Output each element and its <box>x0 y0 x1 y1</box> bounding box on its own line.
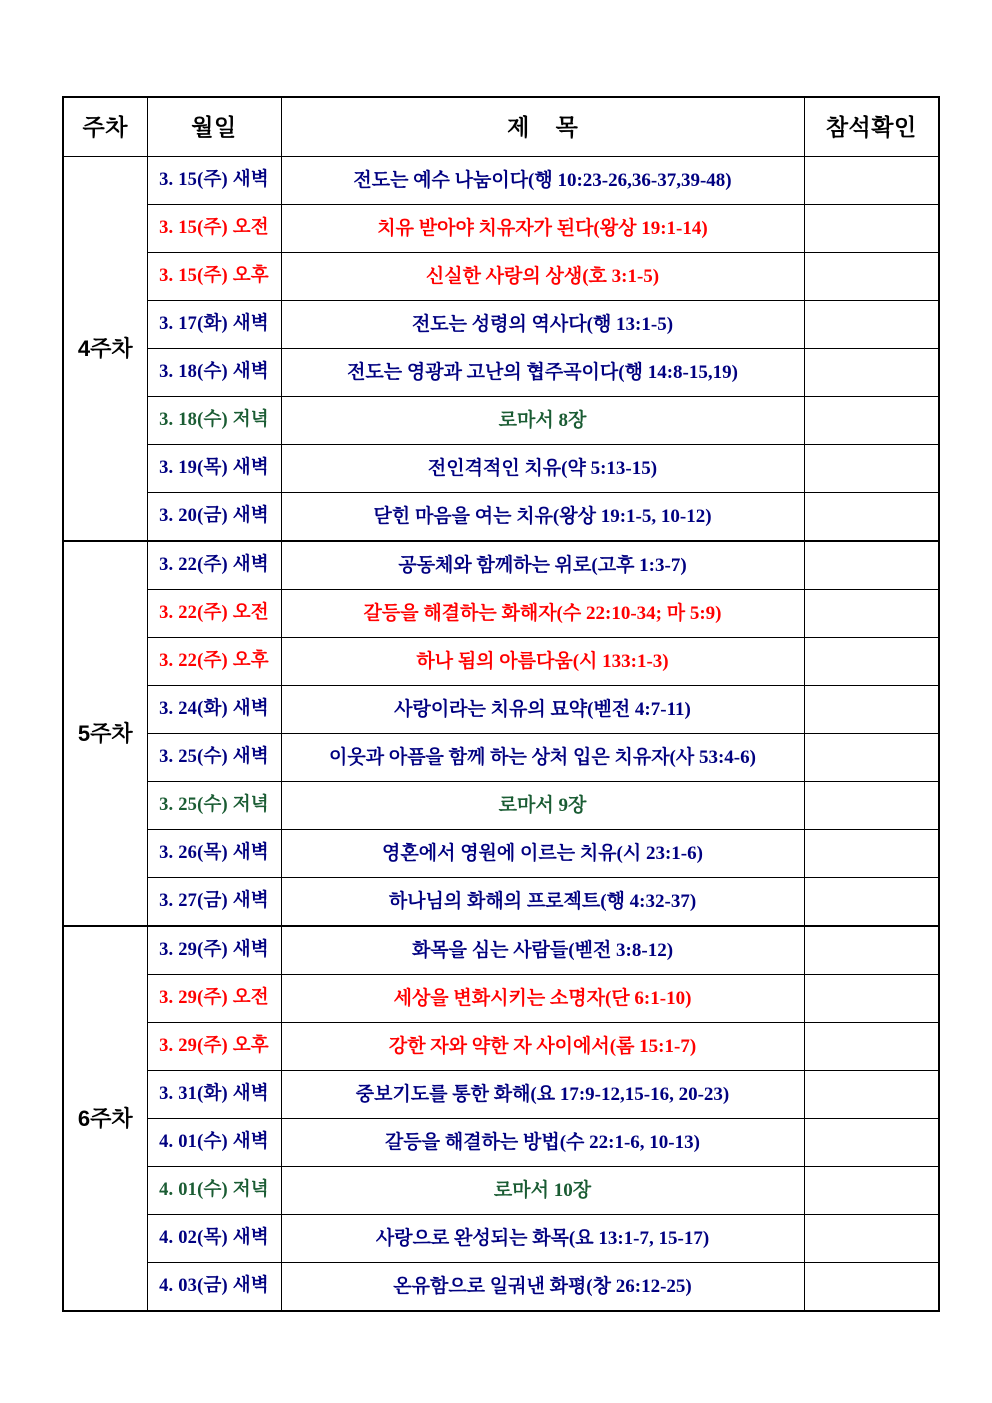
date-cell: 3. 22(주) 오후 <box>147 638 281 686</box>
sermon-title-cell: 중보기도를 통한 화해(요 17:9-12,15-16, 20-23) <box>281 1071 804 1119</box>
table-row <box>63 205 939 253</box>
column-header-week: 주차 <box>63 97 147 157</box>
table-row <box>63 590 939 638</box>
sermon-title-cell: 이웃과 아픔을 함께 하는 상처 입은 치유자(사 53:4-6) <box>281 734 804 782</box>
table-row <box>63 830 939 878</box>
attendance-check-cell[interactable] <box>804 590 939 638</box>
date-cell: 3. 20(금) 새벽 <box>147 493 281 542</box>
table-row <box>63 1215 939 1263</box>
date-cell: 3. 24(화) 새벽 <box>147 686 281 734</box>
attendance-check-cell[interactable] <box>804 253 939 301</box>
date-cell: 3. 31(화) 새벽 <box>147 1071 281 1119</box>
date-cell: 4. 01(수) 새벽 <box>147 1119 281 1167</box>
sermon-title-cell: 사랑으로 완성되는 화목(요 13:1-7, 15-17) <box>281 1215 804 1263</box>
attendance-check-cell[interactable] <box>804 1071 939 1119</box>
table-row <box>63 782 939 830</box>
attendance-check-cell[interactable] <box>804 686 939 734</box>
date-cell: 3. 22(주) 오전 <box>147 590 281 638</box>
attendance-check-cell[interactable] <box>804 1119 939 1167</box>
date-cell: 3. 17(화) 새벽 <box>147 301 281 349</box>
table-row <box>63 1263 939 1312</box>
table-row <box>63 301 939 349</box>
table-row <box>63 397 939 445</box>
sermon-title-cell: 로마서 8장 <box>281 397 804 445</box>
sermon-title-cell: 닫힌 마음을 여는 치유(왕상 19:1-5, 10-12) <box>281 493 804 542</box>
attendance-check-cell[interactable] <box>804 301 939 349</box>
table-row <box>63 1119 939 1167</box>
week-label-cell: 5주차 <box>63 541 147 926</box>
attendance-check-cell[interactable] <box>804 349 939 397</box>
date-cell: 3. 29(주) 오전 <box>147 975 281 1023</box>
sermon-title-cell: 로마서 9장 <box>281 782 804 830</box>
date-cell: 3. 29(주) 새벽 <box>147 926 281 975</box>
sermon-title-cell: 온유함으로 일궈낸 화평(창 26:12-25) <box>281 1263 804 1312</box>
attendance-check-cell[interactable] <box>804 541 939 590</box>
table-row <box>63 157 939 205</box>
column-header-check: 참석확인 <box>804 97 939 157</box>
sermon-title-cell: 세상을 변화시키는 소명자(단 6:1-10) <box>281 975 804 1023</box>
attendance-check-cell[interactable] <box>804 1215 939 1263</box>
sermon-title-cell: 전인격적인 치유(약 5:13-15) <box>281 445 804 493</box>
table-row <box>63 1167 939 1215</box>
attendance-check-cell[interactable] <box>804 878 939 927</box>
table-row <box>63 253 939 301</box>
attendance-check-cell[interactable] <box>804 830 939 878</box>
week-label-cell: 4주차 <box>63 157 147 542</box>
attendance-check-cell[interactable] <box>804 157 939 205</box>
sermon-title-cell: 사랑이라는 치유의 묘약(벧전 4:7-11) <box>281 686 804 734</box>
sermon-title-cell: 전도는 성령의 역사다(행 13:1-5) <box>281 301 804 349</box>
column-header-date: 월일 <box>147 97 281 157</box>
sermon-title-cell: 공동체와 함께하는 위로(고후 1:3-7) <box>281 541 804 590</box>
week-label-cell: 6주차 <box>63 926 147 1311</box>
date-cell: 3. 19(목) 새벽 <box>147 445 281 493</box>
schedule-table <box>62 96 940 1312</box>
sermon-title-cell: 전도는 예수 나눔이다(행 10:23-26,36-37,39-48) <box>281 157 804 205</box>
sermon-title-cell: 화목을 심는 사람들(벧전 3:8-12) <box>281 926 804 975</box>
table-row <box>63 349 939 397</box>
attendance-check-cell[interactable] <box>804 975 939 1023</box>
table-row <box>63 493 939 542</box>
attendance-check-cell[interactable] <box>804 445 939 493</box>
sermon-title-cell: 치유 받아야 치유자가 된다(왕상 19:1-14) <box>281 205 804 253</box>
attendance-check-cell[interactable] <box>804 638 939 686</box>
date-cell: 3. 15(주) 새벽 <box>147 157 281 205</box>
attendance-check-cell[interactable] <box>804 205 939 253</box>
attendance-check-cell[interactable] <box>804 734 939 782</box>
attendance-check-cell[interactable] <box>804 493 939 542</box>
date-cell: 3. 25(수) 저녁 <box>147 782 281 830</box>
attendance-check-cell[interactable] <box>804 397 939 445</box>
attendance-check-cell[interactable] <box>804 1263 939 1312</box>
table-row <box>63 975 939 1023</box>
attendance-check-cell[interactable] <box>804 782 939 830</box>
table-row <box>63 638 939 686</box>
table-header <box>63 97 939 157</box>
sermon-title-cell: 갈등을 해결하는 화해자(수 22:10-34; 마 5:9) <box>281 590 804 638</box>
column-header-title: 제 목 <box>281 97 804 157</box>
table-row <box>63 1023 939 1071</box>
sermon-title-cell: 갈등을 해결하는 방법(수 22:1-6, 10-13) <box>281 1119 804 1167</box>
sermon-title-cell: 전도는 영광과 고난의 협주곡이다(행 14:8-15,19) <box>281 349 804 397</box>
date-cell: 3. 27(금) 새벽 <box>147 878 281 927</box>
date-cell: 3. 25(수) 새벽 <box>147 734 281 782</box>
table-row <box>63 734 939 782</box>
date-cell: 3. 15(주) 오전 <box>147 205 281 253</box>
date-cell: 4. 01(수) 저녁 <box>147 1167 281 1215</box>
date-cell: 3. 29(주) 오후 <box>147 1023 281 1071</box>
sermon-title-cell: 하나 됨의 아름다움(시 133:1-3) <box>281 638 804 686</box>
date-cell: 3. 26(목) 새벽 <box>147 830 281 878</box>
date-cell: 4. 02(목) 새벽 <box>147 1215 281 1263</box>
attendance-check-cell[interactable] <box>804 1167 939 1215</box>
date-cell: 4. 03(금) 새벽 <box>147 1263 281 1312</box>
table-row <box>63 686 939 734</box>
attendance-check-cell[interactable] <box>804 926 939 975</box>
sermon-title-cell: 강한 자와 약한 자 사이에서(롬 15:1-7) <box>281 1023 804 1071</box>
sermon-title-cell: 로마서 10장 <box>281 1167 804 1215</box>
table-row <box>63 878 939 927</box>
table-row <box>63 541 939 590</box>
date-cell: 3. 18(수) 저녁 <box>147 397 281 445</box>
date-cell: 3. 22(주) 새벽 <box>147 541 281 590</box>
table-row <box>63 926 939 975</box>
date-cell: 3. 15(주) 오후 <box>147 253 281 301</box>
table-row <box>63 445 939 493</box>
attendance-check-cell[interactable] <box>804 1023 939 1071</box>
sermon-title-cell: 신실한 사랑의 상생(호 3:1-5) <box>281 253 804 301</box>
header-row <box>63 97 939 157</box>
table-body <box>63 157 939 1312</box>
sermon-title-cell: 하나님의 화해의 프로젝트(행 4:32-37) <box>281 878 804 927</box>
sermon-title-cell: 영혼에서 영원에 이르는 치유(시 23:1-6) <box>281 830 804 878</box>
table-row <box>63 1071 939 1119</box>
date-cell: 3. 18(수) 새벽 <box>147 349 281 397</box>
